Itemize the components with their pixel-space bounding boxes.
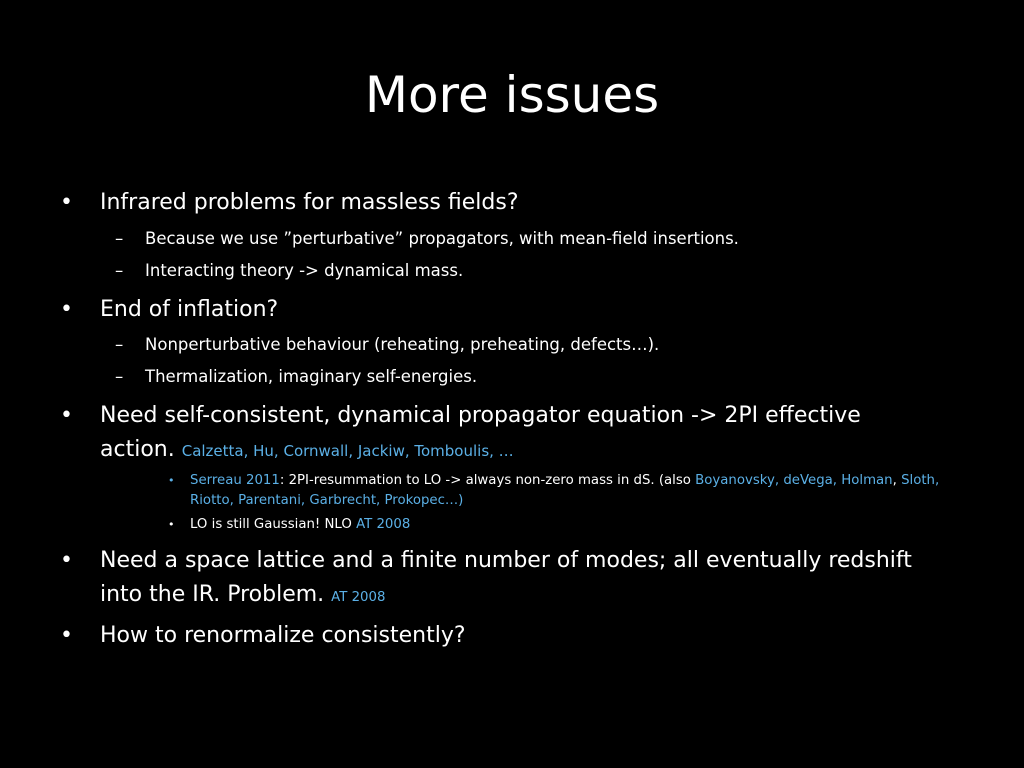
citation-at2008: AT 2008 [331, 590, 386, 605]
sub-bullet-thermalization [115, 366, 478, 388]
bullet-marker: • [168, 474, 175, 487]
slide-title: More issues [364, 66, 660, 124]
bullet-space-lattice-cont [100, 579, 385, 613]
bullet-marker: • [60, 548, 73, 573]
sub-bullet-dynamical-mass [115, 260, 464, 282]
bullet-marker: • [60, 297, 73, 322]
bullet-marker: • [60, 403, 73, 428]
dash-marker: – [115, 261, 124, 280]
bullet-text-line2: action. [100, 437, 175, 462]
sub-sub-bullet-serreau [168, 471, 940, 490]
bullet-self-consistent [60, 400, 861, 431]
bullet-text-line1: Need self-consistent, dynamical propagator equation -> 2PI effective [100, 403, 861, 428]
dash-marker: – [115, 367, 124, 386]
citation-serreau: Serreau 2011 [190, 473, 280, 488]
sub-bullet-text: Interacting theory -> dynamical mass. [145, 261, 464, 280]
bullet-infrared [60, 187, 519, 218]
sub-sub-bullet-text: : 2PI-resummation to LO -> always non-zero mass in dS. (also [279, 473, 696, 488]
bullet-renormalize [60, 620, 466, 651]
citation-calzetta: Calzetta, Hu, Cornwall, Jackiw, Tomboulis, … [181, 442, 514, 460]
sub-sub-bullet-gaussian [168, 515, 411, 534]
dash-marker: – [115, 335, 124, 354]
bullet-text-line1: Need a space lattice and a finite number of modes; all eventually redshift [100, 548, 912, 573]
bullet-text: How to renormalize consistently? [100, 623, 466, 648]
bullet-text: Infrared problems for massless fields? [100, 190, 519, 215]
sub-bullet-nonperturbative [115, 334, 660, 356]
bullet-marker: • [168, 518, 175, 531]
bullet-end-of-inflation [60, 294, 279, 325]
sub-bullet-text: Thermalization, imaginary self-energies. [145, 367, 478, 386]
bullet-marker: • [60, 190, 73, 215]
dash-marker: – [115, 229, 124, 248]
separator: , [892, 473, 902, 488]
bullet-text: End of inflation? [100, 297, 279, 322]
citation-boyanovsky: Boyanovsky, deVega, Holman [695, 473, 893, 488]
bullet-self-consistent-cont [100, 434, 514, 467]
sub-sub-bullet-text: LO is still Gaussian! NLO [190, 517, 357, 532]
sub-bullet-text: Nonperturbative behaviour (reheating, preheating, defects…). [145, 335, 660, 354]
sub-bullet-text: Because we use ”perturbative” propagators, with mean-field insertions. [145, 229, 739, 248]
citation-riotto: Riotto, Parentani, Garbrecht, Prokopec…) [190, 493, 464, 508]
bullet-text-line2: into the IR. Problem. [100, 582, 325, 607]
sub-bullet-perturbative [115, 228, 739, 250]
bullet-marker: • [60, 623, 73, 648]
bullet-space-lattice [60, 545, 912, 576]
sub-sub-bullet-serreau-cont [190, 491, 463, 510]
citation-at2008: AT 2008 [356, 517, 411, 532]
citation-sloth: Sloth, [901, 473, 940, 488]
